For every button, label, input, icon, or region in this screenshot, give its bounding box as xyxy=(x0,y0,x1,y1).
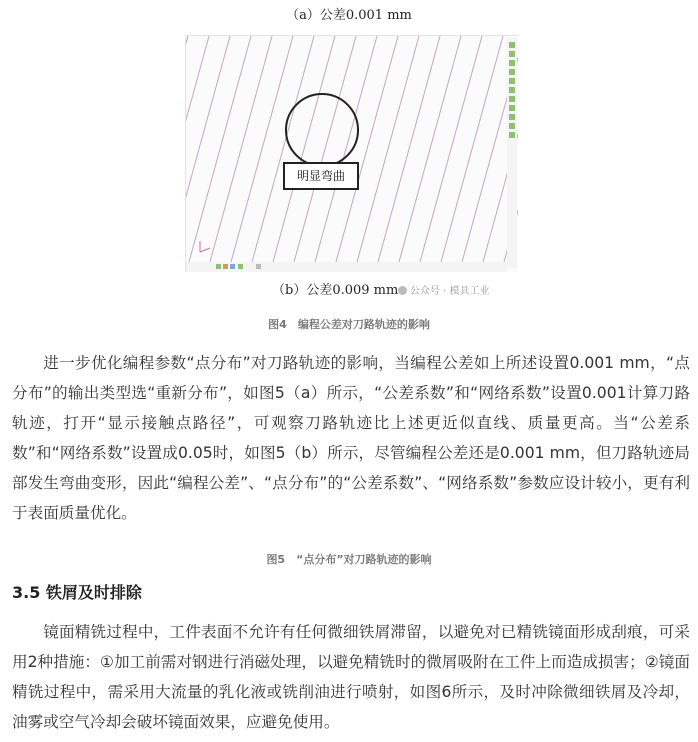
toolpath-line xyxy=(420,36,482,262)
toolpath-line xyxy=(441,36,503,262)
toolpath-line xyxy=(357,36,419,262)
toolbar-tool-icon xyxy=(509,78,515,84)
watermark-text: 公众号 · 模具工业 xyxy=(410,286,490,297)
axis-triad-icon xyxy=(200,241,210,252)
curvature-annotation-label: 明显弯曲 xyxy=(283,162,359,190)
toolpath-canvas xyxy=(186,36,518,272)
toolpath-line xyxy=(231,36,293,262)
curvature-highlight-circle xyxy=(286,94,358,166)
toolbar-tool-icon xyxy=(509,60,515,66)
figure5-caption: 图5 “点分布”对刀路轨迹的影响 xyxy=(266,553,432,566)
wechat-icon xyxy=(398,286,407,295)
toolbar-tool-icon xyxy=(509,114,515,120)
toolpath-line xyxy=(336,36,398,262)
toolbar-tool-icon xyxy=(509,87,515,93)
toolpath-line xyxy=(210,36,272,262)
toolpath-line xyxy=(315,36,377,262)
section-heading: 3.5 铁屑及时排除 xyxy=(12,583,142,602)
watermark xyxy=(398,282,490,297)
toolbar-tool-icon xyxy=(509,123,515,129)
figure4-caption: 图4 编程公差对刀路轨迹的影响 xyxy=(268,318,430,331)
toolbar-tool-icon xyxy=(509,51,515,57)
figure-a-caption: （a）公差0.001 mm xyxy=(286,8,412,23)
paragraph-1: 进一步优化编程参数“点分布”对刀路轨迹的影响，当编程公差如上所述设置0.001 mm，“点分布”的输出类型选“重新分布”，如图5（a）所示，“公差系数”和“网络系数”设置0.001计算刀路轨迹，打开“显示接触点路径”，可观察刀路轨迹比上述更近似直线、质量更高。当“公差系数”和“网络系数”设置成0.05时，如图5（b）所示，尽管编程公差还是0.001 mm，但刀路轨迹局部发生弯曲变形，因此“编程公差”、“点分布”的“公差系数”、“网络系数”参数应设计较小，更有利于表面质量优化。 xyxy=(12,354,690,522)
toolpath-line xyxy=(378,36,440,262)
toolpath-line xyxy=(186,36,188,262)
toolbar-tool-icon xyxy=(509,69,515,75)
toolpath-line xyxy=(186,36,209,262)
toolpath-line xyxy=(252,36,314,262)
toolpath-line xyxy=(294,36,356,262)
toolpath-line xyxy=(186,36,230,262)
toolbar-tool-icon xyxy=(509,96,515,102)
figure-b-toolpath-image xyxy=(185,35,518,272)
toolpath-line xyxy=(189,36,251,262)
paragraph-2: 镜面精铣过程中，工件表面不允许有任何微细铁屑滞留，以避免对已精铣镜面形成刮痕，可采用2种措施：①加工前需对钢进行消磁处理，以避免精铣时的微屑吸附在工件上而造成损害；②镜面精铣过程中，需采用大流量的乳化液或铣削油进行喷射，如图6所示，及时冲除微细铁屑及冷却，油雾或空气冷却会破坏镜面效果，应避免使用。 xyxy=(12,623,690,731)
toolpath-line xyxy=(399,36,461,262)
bottom-toolbar xyxy=(186,262,507,272)
toolbar-tool-icon xyxy=(509,105,515,111)
toolpath-line xyxy=(273,36,335,262)
toolbar-tool-icon xyxy=(509,42,515,48)
toolbar-tool-icon xyxy=(509,132,515,138)
figure-b-caption: （b）公差0.009 mm xyxy=(272,283,399,298)
side-toolbar xyxy=(507,38,517,268)
